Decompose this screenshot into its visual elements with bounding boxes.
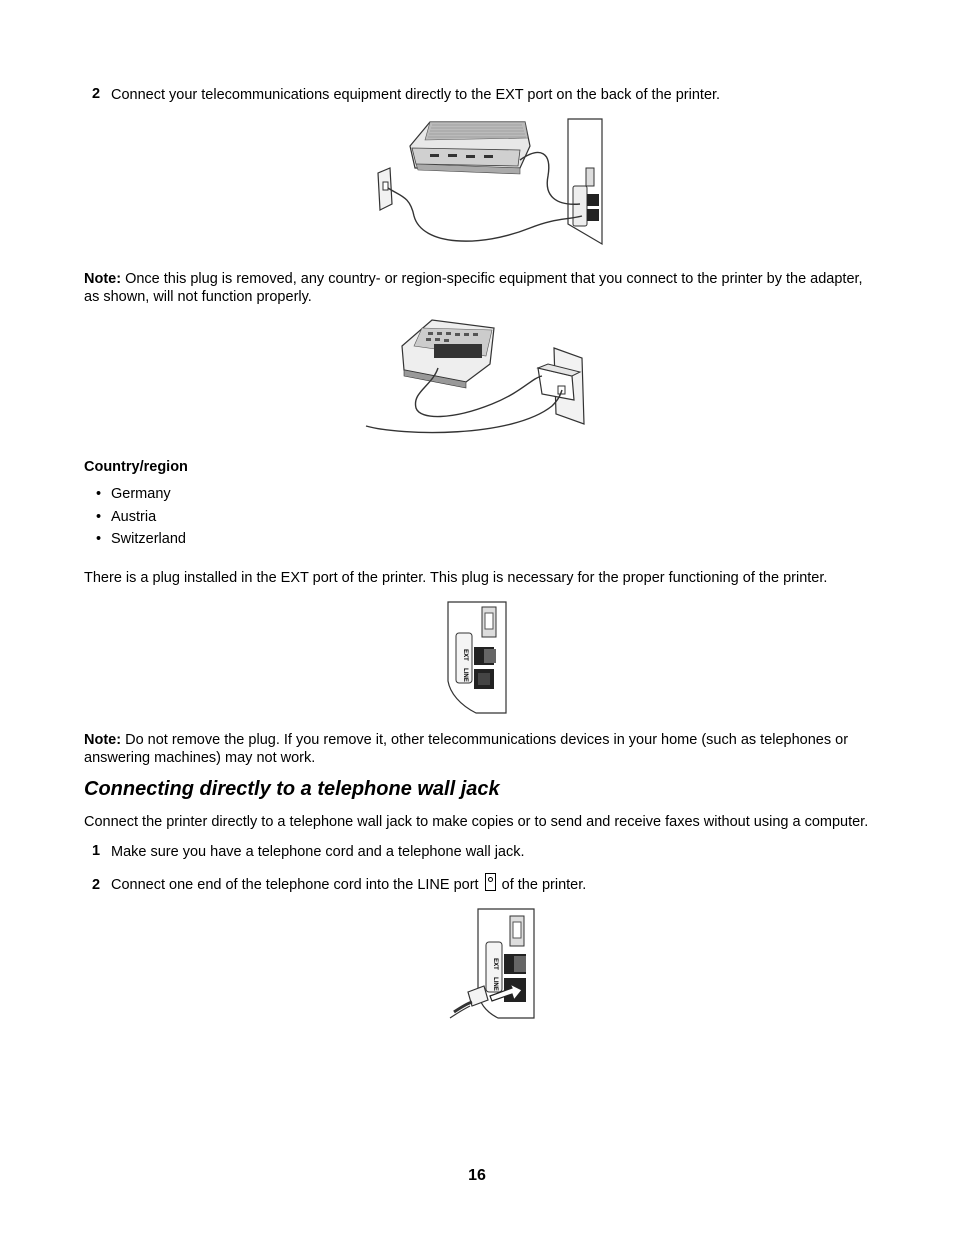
note-label: Note:	[84, 732, 122, 748]
adapter-illustration	[362, 316, 596, 440]
step-number: 1	[92, 843, 101, 859]
country-list	[96, 483, 186, 551]
ext-label: EXT	[462, 649, 468, 661]
step-number: 2	[92, 86, 101, 102]
plug-paragraph: There is a plug installed in the EXT port of the printer. This plug is necessary for the proper functioning of the printer.	[84, 570, 828, 586]
country-region-heading: Country/region	[84, 459, 188, 475]
note-paragraph	[84, 270, 874, 306]
step-text-part: of the printer.	[497, 877, 587, 893]
list-item: • Switzerland	[96, 528, 186, 551]
line-label: LINE	[462, 668, 468, 682]
list-item: • Austria	[96, 506, 186, 529]
step-text	[111, 873, 586, 894]
step-text: Make sure you have a telephone cord and a telephone wall jack.	[111, 844, 525, 860]
line-port-cord-illustration	[448, 908, 536, 1022]
note-text: Once this plug is removed, any country- or region-specific equipment that you connect to the printer by the adapter, as shown, will not function properly.	[84, 271, 863, 305]
line-port-icon	[485, 873, 496, 891]
note-label: Note:	[84, 271, 122, 287]
note-text: Do not remove the plug. If you remove it, other telecommunications devices in your home (such as telephones or answering machines) may not work.	[84, 732, 849, 766]
list-item: • Germany	[96, 483, 186, 506]
answering-machine-illustration	[370, 116, 606, 246]
step-text: Connect your telecommunications equipment directly to the EXT port on the back of the printer.	[111, 87, 721, 103]
ext-port-plug-illustration	[446, 601, 508, 715]
step-text-part: Connect one end of the telephone cord into the LINE port	[111, 877, 479, 893]
page-number: 16	[468, 1167, 486, 1184]
note-paragraph	[84, 731, 874, 767]
section-intro: Connect the printer directly to a telephone wall jack to make copies or to send and receive faxes without using a computer.	[84, 814, 869, 830]
ext-label: EXT	[492, 958, 498, 970]
step-number: 2	[92, 877, 101, 893]
section-heading: Connecting directly to a telephone wall jack	[84, 778, 500, 800]
line-label: LINE	[492, 977, 498, 991]
